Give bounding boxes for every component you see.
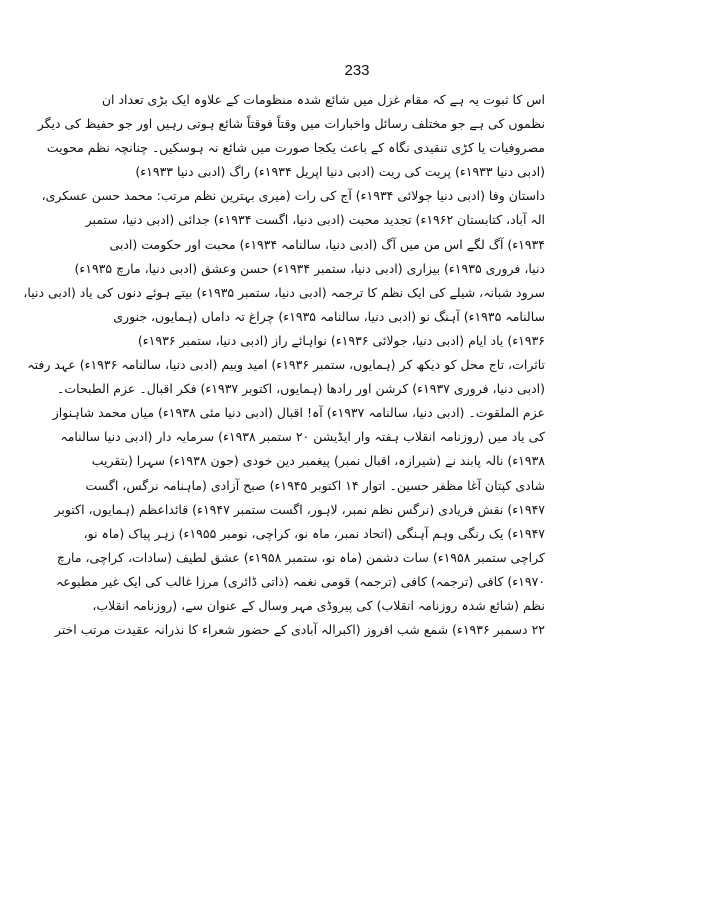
page-number: 233 [344, 62, 370, 79]
text-line: کراچی ستمبر ۱۹۵۸ء) سات دشمن (ماہ نو، ستمبر ۱۹۵۸ء) عشق لطیف (سادات، کراچی، مارچ [56, 549, 545, 565]
text-line: ۱۹۳۶ء) یاد ایام (ادبی دنیا، جولائی ۱۹۳۶ء) نواہائے راز (ادبی دنیا، ستمبر ۱۹۳۶ء) [137, 332, 545, 348]
text-line: ۱۹۳۸ء) نالہ پابند نے (شیرازہ، اقبال نمبر) پیغمبر دین خودی (جون ۱۹۳۸ء) سہرا (بتقریب [91, 453, 545, 469]
text-line: دنیا، فروری ۱۹۳۵ء) بیزاری (ادبی دنیا، ستمبر ۱۹۳۴ء) حسن وعشق (ادبی دنیا، مارچ ۱۹۳۵ء) [74, 260, 545, 276]
text-line: الہ آباد، کتابستان ۱۹۶۲ء) تجدید محبت (ادبی دنیا، اگست ۱۹۳۴ء) جدائی (ادبی دنیا، ستمبر [85, 212, 545, 228]
text-line: ۱۹۳۴ء) آگ لگے اس من میں آگ (ادبی دنیا، سالنامہ ۱۹۳۴ء) محبت اور حکومت (ادبی [109, 236, 545, 252]
text-line: (ادبی دنیا، فروری ۱۹۳۷ء) کرشن اور رادھا (ہمایوں، اکتوبر ۱۹۳۷ء) فکر اقبال۔ عزم الطبحات۔ [57, 381, 545, 397]
text-line: نظموں کی ہے جو مختلف رسائل واخبارات میں وقتاً فوقتاً شائع ہوتی رہیں اور جو حفیظ کی دیگر [37, 116, 545, 132]
text-line: ۲۲ دسمبر ۱۹۳۶ء) شمع شب افروز (اکبرالہ آبادی کے حضور شعراء کا نذرانہ عقیدت مرتب اختر [54, 622, 545, 638]
text-line: سرود شبانہ، شیلے کی ایک نظم کا ترجمہ (ادبی دنیا، ستمبر ۱۹۳۵ء) بیتے ہوئے دنوں کی یاد (ادبی دنیا، [23, 284, 545, 300]
text-line: عزم الملقوت۔ (ادبی دنیا، سالنامہ ۱۹۳۷ء) آہ! اقبال (ادبی دنیا مئی ۱۹۳۸ء) میاں محمد شاہنواز [52, 405, 545, 421]
text-line: داستان وفا (ادبی دنیا جولائی ۱۹۳۴ء) آج کی رات (میری بہترین نظم مرتب: محمد حسن عسکری، [41, 188, 545, 204]
text-line: نظم (شائع شدہ روزنامہ انقلاب) کی پیروڈی مہر وسال کے عنوان سے، (روزنامہ انقلاب، [92, 597, 545, 613]
text-line: (ادبی دنیا ۱۹۳۳ء) پریت کی ریت (ادبی دنیا اپریل ۱۹۳۴ء) راگ (ادبی دنیا ۱۹۳۳ء) [135, 164, 545, 180]
text-line: شادی کپتان آغا مظفر حسین۔ اتوار ۱۴ اکتوبر ۱۹۴۵ء) صبح آزادی (ماہنامہ نرگس، اگست [85, 477, 545, 493]
text-line: مصروفیات یا کڑی تنقیدی نگاہ کے باعث یکجا صورت میں شائع نہ ہوسکیں۔ چنانچہ نظم محویت [46, 140, 545, 156]
text-line: کی یاد میں (روزنامہ انقلاب ہفتہ وار ایڈیشن ۲۰ ستمبر ۱۹۳۸ء) سرمایہ دار (ادبی دنیا سالنامہ [60, 429, 545, 445]
text-line: ۱۹۴۷ء) نقش فریادی (نرگس نظم نمبر، لاہور، اگست ستمبر ۱۹۴۷ء) قائداعظم (ہمایوں، اکتوبر [54, 501, 545, 517]
text-line: سالنامہ ۱۹۳۵ء) آہنگ نو (ادبی دنیا، سالنامہ ۱۹۳۵ء) چراغ تہ داماں (ہمایوں، جنوری [113, 308, 545, 324]
text-line: ۱۹۴۷ء) یک رنگی وہم آہنگی (اتحاد نمبر، ماہ نو، کراچی، نومبر ۱۹۵۵ء) زہر پیاک (ماہ نو، [83, 525, 545, 541]
text-line: اس کا ثبوت یہ ہے کہ مقام غزل میں شائع شدہ منظومات کے علاوہ ایک بڑی تعداد ان [101, 92, 545, 107]
text-line: ۱۹۷۰ء) کافی (ترجمہ) کافی (ترجمہ) قومی نغمہ (ذاتی ڈائری) مرزا غالب کی ایک غیر مطبوعہ [55, 573, 545, 589]
text-line: تاثرات، تاج محل کو دیکھ کر (ہمایوں، ستمبر ۱۹۳۶ء) امید وبیم (ادبی دنیا، سالنامہ ۱۹۳۶ء) عہد رفتہ [27, 357, 545, 373]
body-text [23, 88, 545, 642]
